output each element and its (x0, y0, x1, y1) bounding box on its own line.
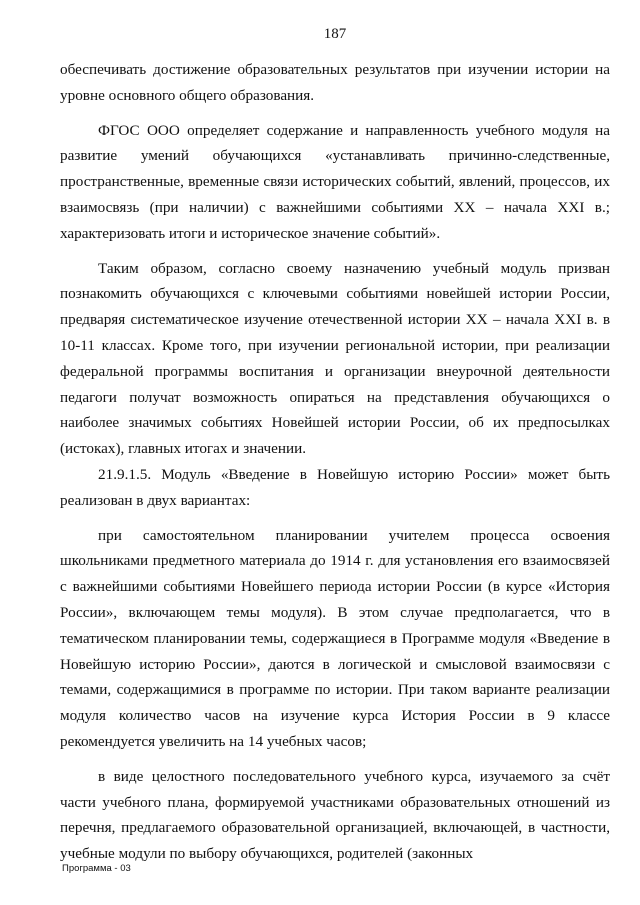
paragraph-variant-1: при самостоятельном планировании учителем процесса освоения школьниками предметного материала до 1914 г. для установления его взаимосвязей с важнейшими событиями Новейшего периода истории России (в курсе «История России», включающем темы модуля). В этом случае предполагается, что в тематическом планировании темы, содержащиеся в Программе модуля «Введение в Новейшую историю России», даются в логической и смысловой взаимосвязи с темами, содержащимися в программе по истории. При таком варианте реализации модуля количество часов на изучение курса История России в 9 классе рекомендуется увеличить на 14 учебных часов; (60, 526, 610, 750)
paragraph-section-21-9-1-5: 21.9.1.5. Модуль «Введение в Новейшую историю России» может быть реализован в двух вариантах: (60, 465, 610, 509)
page-number: 187 (323, 26, 347, 42)
paragraph-purpose: Таким образом, согласно своему назначению учебный модуль призван познакомить обучающихся с ключевыми событиями новейшей истории России, предваряя систематическое изучение отечественной истории XX – начала XXI в. в 10-11 классах. Кроме того, при изучении региональной истории, при реализации федеральной программы воспитания и организации внеурочной деятельности педагоги получат возможность опираться на представления обучающихся о наиболее значимых событиях Новейшей истории России, об их предпосылках (истоках), главных итогах и значении. (60, 259, 610, 458)
paragraph-fgos: ФГОС ООО определяет содержание и направленность учебного модуля на развитие умений обучающихся «устанавливать причинно-следственные, пространственные, временные связи исторических событий, явлений, процессов, их взаимосвязь (при наличии) с важнейшими событиями XX – начала XXI в.; характеризовать итоги и историческое значение событий». (60, 121, 610, 242)
body-text (60, 57, 610, 867)
paragraph-variant-2: в виде целостного последовательного учебного курса, изучаемого за счёт части учебного плана, формируемой участниками образовательных отношений из перечня, предлагаемого образовательной организацией, включающей, в частности, учебные модули по выбору обучающихся, родителей (законных (60, 767, 610, 863)
footer-label: Программа - 03 (62, 863, 131, 874)
paragraph-continuation: обеспечивать достижение образовательных результатов при изучении истории на уровне основного общего образования. (60, 61, 610, 104)
